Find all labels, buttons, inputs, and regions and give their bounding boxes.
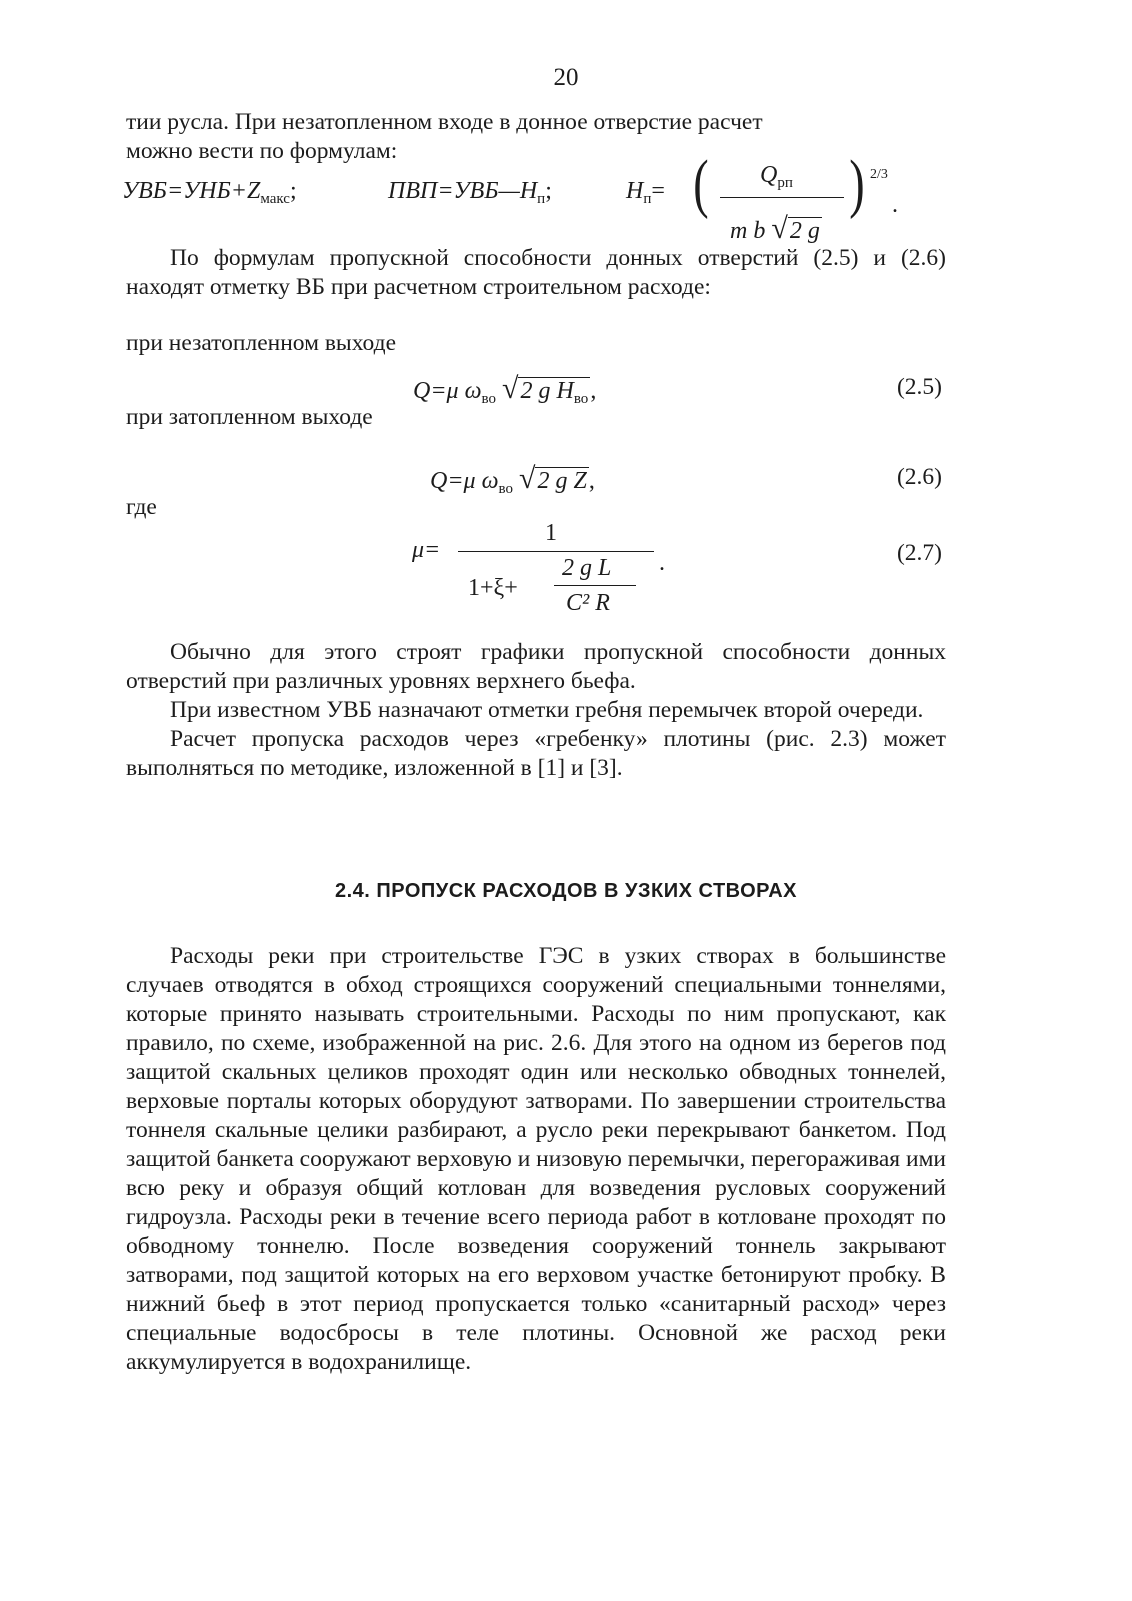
left-paren: ( [693,147,709,220]
section-body [126,942,946,1377]
paragraph-comb: Расчет пропуска расходов через «гребенку» плотины (рис. 2.3) может выполняться по методике, изложенной в [1] и [3]. [126,726,946,781]
right-paren: ) [849,147,865,220]
label-free-outflow: при незатопленном выходе [126,330,397,356]
paragraphs-block [126,638,946,783]
equation-2-7-inner-numerator: 2 g L [562,555,612,581]
formula-hn-numerator: $Q_{рп}$ [760,162,793,191]
label-submerged-outflow: при затопленном выходе [126,404,373,430]
intro-line-2: можно вести по формулам: [126,138,398,164]
page-number: 20 [553,64,579,91]
equation-2-7-end-dot: . [659,550,665,576]
formula-end-dot: . [892,192,898,218]
equation-2-7-inner-denominator: C² R [566,590,610,616]
formula-hn: $H_п=$ [626,178,665,207]
section-heading: 2.4. ПРОПУСК РАСХОДОВ В УЗКИХ СТВОРАХ [334,880,798,902]
intro-line-1: тии русла. При незатопленном входе в донное отверстие расчет [126,109,763,135]
intro-text [126,108,946,166]
paragraph-graphs: Обычно для этого строят графики пропускной способности донных отверстий при различных уровнях верхнего бьефа. [126,639,946,694]
equation-2-7-den-left: 1+ξ+ [468,575,518,601]
equation-2-6: Q=μ $\omega_{во}$ √2 g Z, [430,462,595,497]
label-where: где [126,494,157,520]
equation-2-7-numerator: 1 [545,520,557,546]
equation-number-2-6: (2.6) [896,464,942,490]
formula-hn-fraction-line [720,197,844,198]
equation-2-7-fraction-line [458,551,654,552]
formula-power: 2/3 [870,167,888,182]
equation-2-7-lhs: μ= [412,537,441,563]
formula-uvb: $УВБ=УНБ+Z_{макс}$; [122,178,297,207]
equation-2-7-inner-fraction-line [554,585,636,586]
section-paragraph: Расходы реки при строительстве ГЭС в узких створах в большинстве случаев отводятся в обход строящихся сооружений специальными тоннелями, которые принято называть строительными. Расходы по ним пропускают, как правило, по схеме, изображенной на рис. 2.6. Для этого на одном из берегов под защитой скальных целиков проходят один или несколько обводных тоннелей, верховые порталы которых оборудуют затворами. По завершении строительства тоннеля скальные целики разбирают, а русло реки перекрывают банкетом. Под защитой банкета сооружают верховую и низовую перемычки, перегораживая ими всю реку и образуя общий котлован для возведения русловых сооружений гидроузла. Расходы реки в течение всего периода работ в котловане проходят по обводному тоннелю. После возведения сооружений тоннель закрывают затворами, под защитой которых на его верховом участке бетонируют пробку. В нижний бьеф в этот период пропускается только «санитарный расход» через специальные водосбросы в теле плотины. Основной же расход реки аккумулируется в водохранилище. [126,943,947,1375]
equation-number-2-7: (2.7) [896,540,942,566]
paragraph-1: По формулам пропускной способности донных отверстий (2.5) и (2.6) находят отметку ВБ при расчетном строительном расходе: [126,245,946,300]
equation-2-5: Q=μ $\omega_{во}$ √2 g $H_{во}$, [413,372,597,407]
formula-hn-denominator: m b √2 g [730,212,820,245]
formula-pvp: $ПВП=УВБ—H_п$; [388,178,552,207]
paragraph-uvb: При известном УВБ назначают отметки гребня перемычек второй очереди. [170,697,924,723]
equation-number-2-5: (2.5) [896,374,942,400]
